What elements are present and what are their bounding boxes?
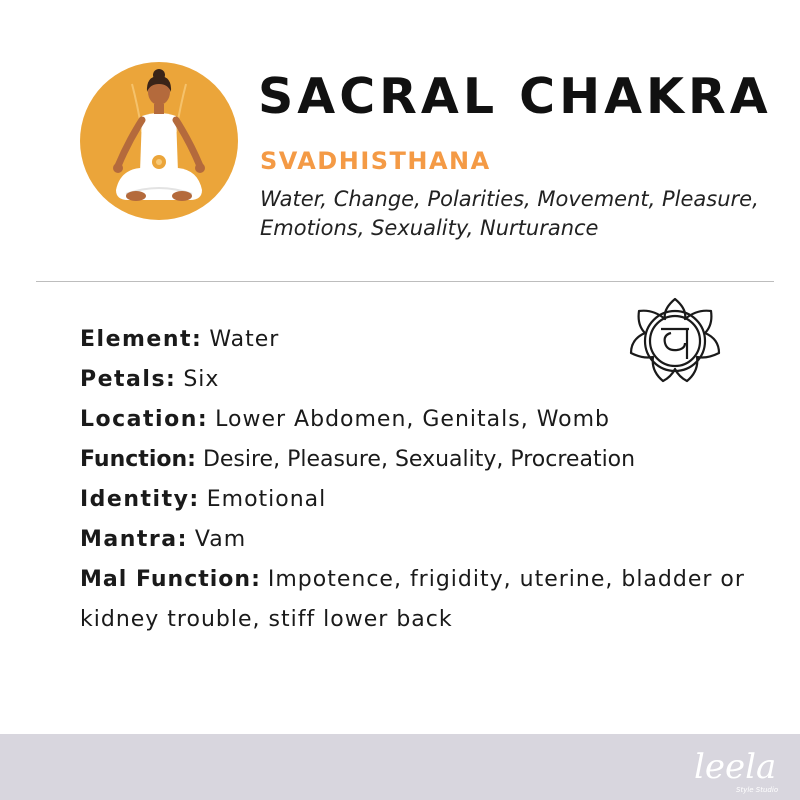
attribute-list (80, 320, 760, 640)
attribute-petals: Petals: Six (80, 367, 220, 392)
page-title: SACRAL CHAKRA (258, 68, 772, 125)
chakra-keywords: Water, Change, Polarities, Movement, Pleasure, Emotions, Sexuality, Nurturance (260, 187, 759, 240)
meditating-woman-icon (80, 62, 238, 220)
footer-bar (0, 734, 800, 800)
attribute-element: Element: Water (80, 327, 280, 352)
attribute-function: Function: Desire, Pleasure, Sexuality, Procreation (80, 447, 636, 472)
chakra-sanskrit-name: SVADHISTHANA (260, 147, 491, 175)
svg-text:leela: leela (694, 747, 777, 787)
attribute-mal-function: Mal Function: Impotence, frigidity, uterine, bladder or kidney trouble, stiff lower back (80, 567, 745, 632)
attribute-identity: Identity: Emotional (80, 487, 327, 512)
leela-logo (692, 740, 778, 796)
attribute-mantra: Mantra: Vam (80, 527, 247, 552)
attribute-location: Location: Lower Abdomen, Genitals, Womb (80, 407, 611, 432)
svg-text:Style Studio: Style Studio (736, 786, 778, 794)
divider (36, 281, 774, 282)
